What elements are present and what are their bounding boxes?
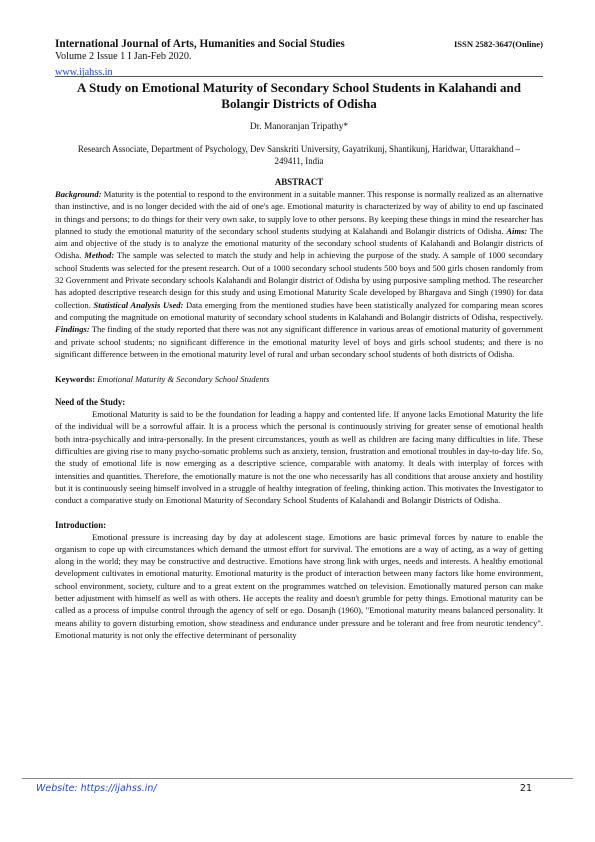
background-text: Maturity is the potential to respond to the environment in a suitable manner. This response is normally realized as an alternative than instinctive, and is no longer decided with the aid of one's age. Emotional maturity is characterized by way of ability to end up fascinated in things and persons; to do things for their very own sake, to supply love to other persons. By keeping these things in mind the researcher has planned to study the emotional maturity of the secondary school students studying at Kalahandi and Bolangir districts of Odisha. bbox=[55, 189, 543, 236]
article-content bbox=[55, 78, 543, 641]
journal-header bbox=[55, 38, 543, 80]
page-number: 21 bbox=[519, 783, 532, 794]
background-label: Background: bbox=[55, 189, 102, 199]
abstract-paragraph bbox=[55, 188, 543, 360]
footer-website-link[interactable]: Website: https://ijahss.in/ bbox=[36, 783, 157, 794]
findings-text: The finding of the study reported that there was not any significant difference in various areas of emotional maturity of government and private school students; no significant difference in the emotional maturity level of boys and girls school students; and there is no significant difference between in the emotional maturity level of rural and urban secondary school students of both districts of Odisha. bbox=[55, 324, 543, 359]
statistical-analysis-text: Data emerging from the mentioned studies have been statistically analyzed for comparing mean scores and computing the magnitude on emotional maturity of secondary school students in Kalahandi and Bolangir districts of Odisha, respectively. bbox=[55, 299, 543, 322]
aims-text: The aim and objective of the study is to analyze the emotional maturity of the secondary school students of Kalahandi and Bolangir districts of Odisha. bbox=[55, 225, 543, 261]
keywords-line bbox=[55, 374, 543, 384]
journal-name: International Journal of Arts, Humanities and Social Studies bbox=[55, 38, 345, 50]
volume-issue: Volume 2 Issue 1 I Jan-Feb 2020. bbox=[55, 51, 192, 62]
abstract-heading: ABSTRACT bbox=[274, 177, 324, 187]
method-label: Method: bbox=[84, 250, 115, 261]
need-of-study-heading: Need of the Study: bbox=[55, 397, 126, 408]
need-of-study-paragraph: Emotional Maturity is said to be the foundation for leading a happy and contented life. If anyone lacks Emotional Maturity the life of the individual will be a sorrowful affair. It is a process which the personal is continuously striving for greater sense of emotional health both intra-psychically and intra-personally. In the present circumstances, youth as well as children are facing many difficulties in life. These difficulties are giving rise to many psycho-somatic problems such as anxiety, tension, frustration and emotional troubles in day-to-day life. So, the study of emotional life is now emerging as a descriptive science, comparable with anatomy. It deals with interplay of forces with intensities and quantities. Therefore, the emotionally mature is not the one who necessarily has all conditions that arouse anxiety and hostility but it is continuously seeing himself involved in a struggle of healthy integration of feeling, thinking action. This motivates the Investigator to conduct a comparative study on Emotional Maturity of Secondary School Students of Kalahandi and Bolangir Districts of Odisha. bbox=[55, 409, 543, 506]
page-footer bbox=[36, 783, 532, 794]
footer-divider bbox=[22, 778, 573, 779]
keywords-value: Emotional Maturity & Secondary School Students bbox=[95, 374, 270, 385]
findings-label: Findings: bbox=[55, 324, 90, 335]
aims-label: Aims: bbox=[506, 225, 528, 236]
journal-website-link[interactable]: www.ijahss.in bbox=[55, 67, 113, 78]
article-author: Dr. Manoranjan Tripathy* bbox=[249, 122, 349, 132]
method-text: The sample was selected to match the study and help in achieving the purpose of the study. A sample of 1000 secondary school Students was selected for the present research. Out of a 1000 secondary school students 500 boys and 500 girls chosen randomly from 32 Government and Private secondary schools Kalahandi and Bolangir district of Odisha by using purposive sampling method. The researcher has adopted descriptive research design for this study and using Emotional Maturity Scale developed by Bhargava and Singh (1990) for data collection. bbox=[55, 250, 543, 310]
header-divider bbox=[55, 76, 543, 77]
keywords-label: Keywords: bbox=[55, 374, 96, 385]
journal-title-row bbox=[55, 38, 543, 50]
issn-label: ISSN 2582-3647(Online) bbox=[453, 39, 543, 49]
introduction-heading: Introduction: bbox=[55, 519, 107, 530]
article-title: A Study on Emotional Maturity of Secondary School Students in Kalahandi and Bolangir Districts of Odisha bbox=[77, 80, 521, 111]
author-affiliation: Research Associate, Department of Psychology, Dev Sanskriti University, Gayatrikunj, Shantikunj, Haridwar, Uttarakhand – 249411, India bbox=[77, 144, 521, 166]
statistical-analysis-label: Statistical Analysis Used: bbox=[93, 299, 184, 310]
introduction-paragraph: Emotional pressure is increasing day by day at adolescent stage. Emotions are basic primeval forces by nature to enable the organism to cope up with circumstances which demand the utmost effort for survival. The emotions are a way of acting, as a way of getting along in the world; they may be constructive and destructive. Emotions have strong link with urges, needs and interests. A healthy emotional development cultivates in emotional maturity. Emotional maturity is the product of interaction between many factors like home environment, school environment, society, culture and to a great extent on the programmes watched on television. Emotionally matured person can make better adjustment with himself as well as with others. He accepts the reality and doesn't grumble for petty things. Emotional maturity can be called as a process of impulse control through the agency of self or ego. Dosanjh (1960), "Emotional maturity means balanced personality. It means ability to govern disturbing emotion, show steadiness and endurance under pressure and be tolerant and free from neurotic tendency". Emotional maturity is not only the effective determinant of personality bbox=[55, 531, 543, 640]
